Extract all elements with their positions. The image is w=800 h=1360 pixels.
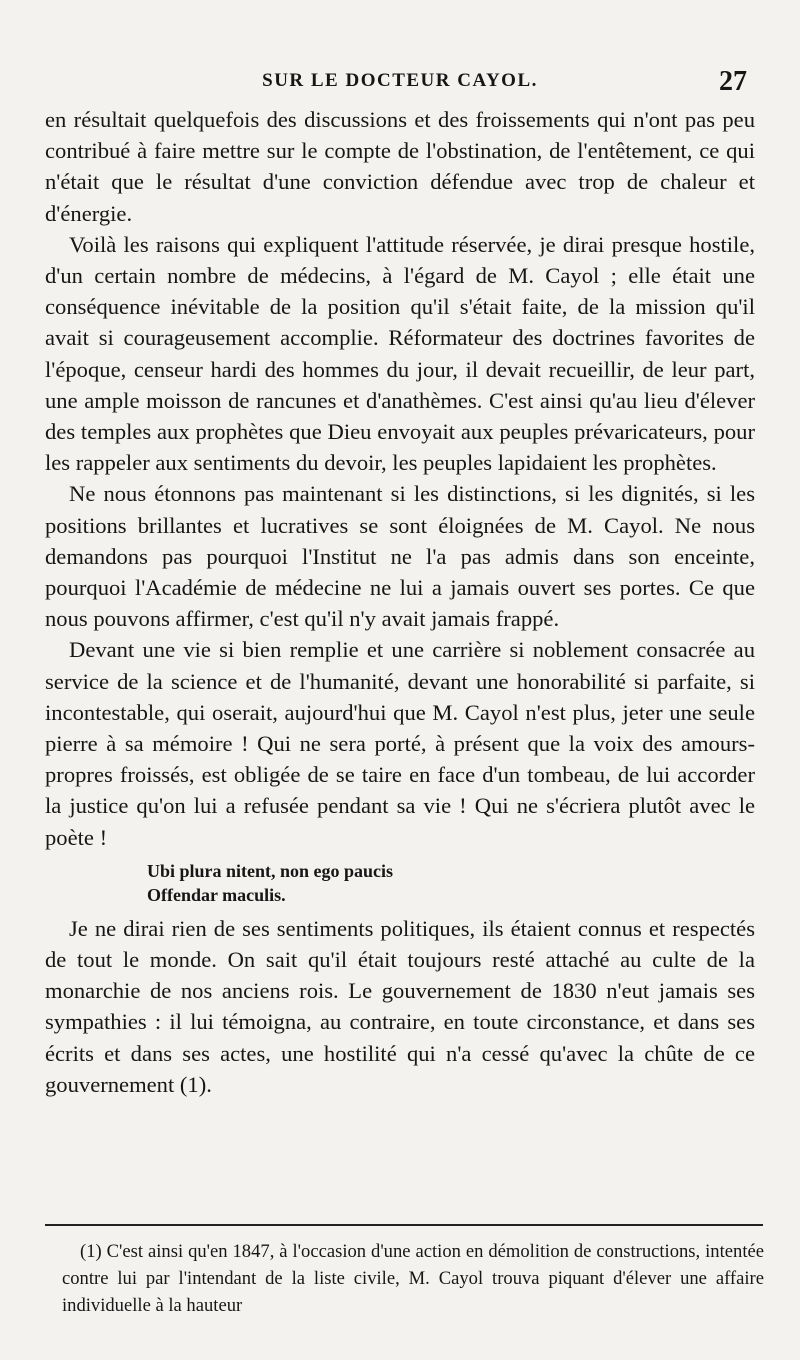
footnote: (1) C'est ainsi qu'en 1847, à l'occasion d'une action en démolition de constructions, intentée contre lui par l'intendant de la liste civile, M. Cayol trouva piquant d'élever une affaire individuelle à la hauteur xyxy=(62,1241,764,1316)
quote-line-2: Offendar maculis. xyxy=(147,884,286,905)
latin-quote xyxy=(147,859,755,907)
footnote-rule xyxy=(45,1224,763,1226)
paragraph-3: Ne nous étonnons pas maintenant si les distinctions, si les dignités, si les positions brillantes et lucratives se sont éloignées de M. Cayol. Ne nous demandons pas pourquoi l'Institut ne l'a pas admis dans son enceinte, pourquoi l'Académie de médecine ne lui a jamais ouvert ses portes. Ce que nous pouvons affirmer, c'est qu'il n'y avait jamais frappé. xyxy=(45,481,755,632)
running-head: SUR LE DOCTEUR CAYOL. xyxy=(262,70,538,91)
body-text xyxy=(45,104,755,1100)
paragraph-1: en résultait quelquefois des discussions et des froissements qui n'ont pas peu contribué à faire mettre sur le compte de l'obstination, de l'entêtement, ce qui n'était que le résultat d'une conviction défendue avec trop de chaleur et d'énergie. xyxy=(45,107,755,226)
paragraph-4: Devant une vie si bien remplie et une carrière si noblement consacrée au service de la science et de l'humanité, devant une honorabilité si parfaite, si incontestable, qui oserait, aujourd'hui que M. Cayol n'est plus, jeter une seule pierre à sa mémoire ! Qui ne sera porté, à présent que la voix des amours-propres froissés, est obligée de se taire en face d'un tombeau, de lui accorder la justice qu'on lui a refusée pendant sa vie ! Qui ne s'écriera plutôt avec le poète ! xyxy=(45,637,755,850)
paragraph-5: Je ne dirai rien de ses sentiments politiques, ils étaient connus et respectés de tout le monde. On sait qu'il était toujours resté attaché au culte de la monarchie de nos anciens rois. Le gouvernement de 1830 n'eut jamais ses sympathies : il lui témoigna, au contraire, en toute circonstance, et dans ses écrits et dans ses actes, une hostilité qui n'a cessé qu'avec la chûte de ce gouvernement (1). xyxy=(45,915,755,1097)
paragraph-2: Voilà les raisons qui expliquent l'attitude réservée, je dirai presque hostile, d'un certain nombre de médecins, à l'égard de M. Cayol ; elle était une conséquence inévitable de la position qu'il s'était faite, de la mission qu'il avait si courageusement accomplie. Réformateur des doctrines favorites de l'époque, censeur hardi des hommes du jour, il devait recueillir, de leur part, une ample moisson de rancunes et d'anathèmes. C'est ainsi qu'au lieu d'élever des temples aux prophètes que Dieu envoyait aux peuples prévaricateurs, pour les rappeler aux sentiments du devoir, les peuples lapidaient les prophètes. xyxy=(45,231,755,476)
quote-line-1: Ubi plura nitent, non ego paucis xyxy=(147,860,394,881)
page-number: 27 xyxy=(719,66,747,97)
page-header xyxy=(45,66,755,106)
